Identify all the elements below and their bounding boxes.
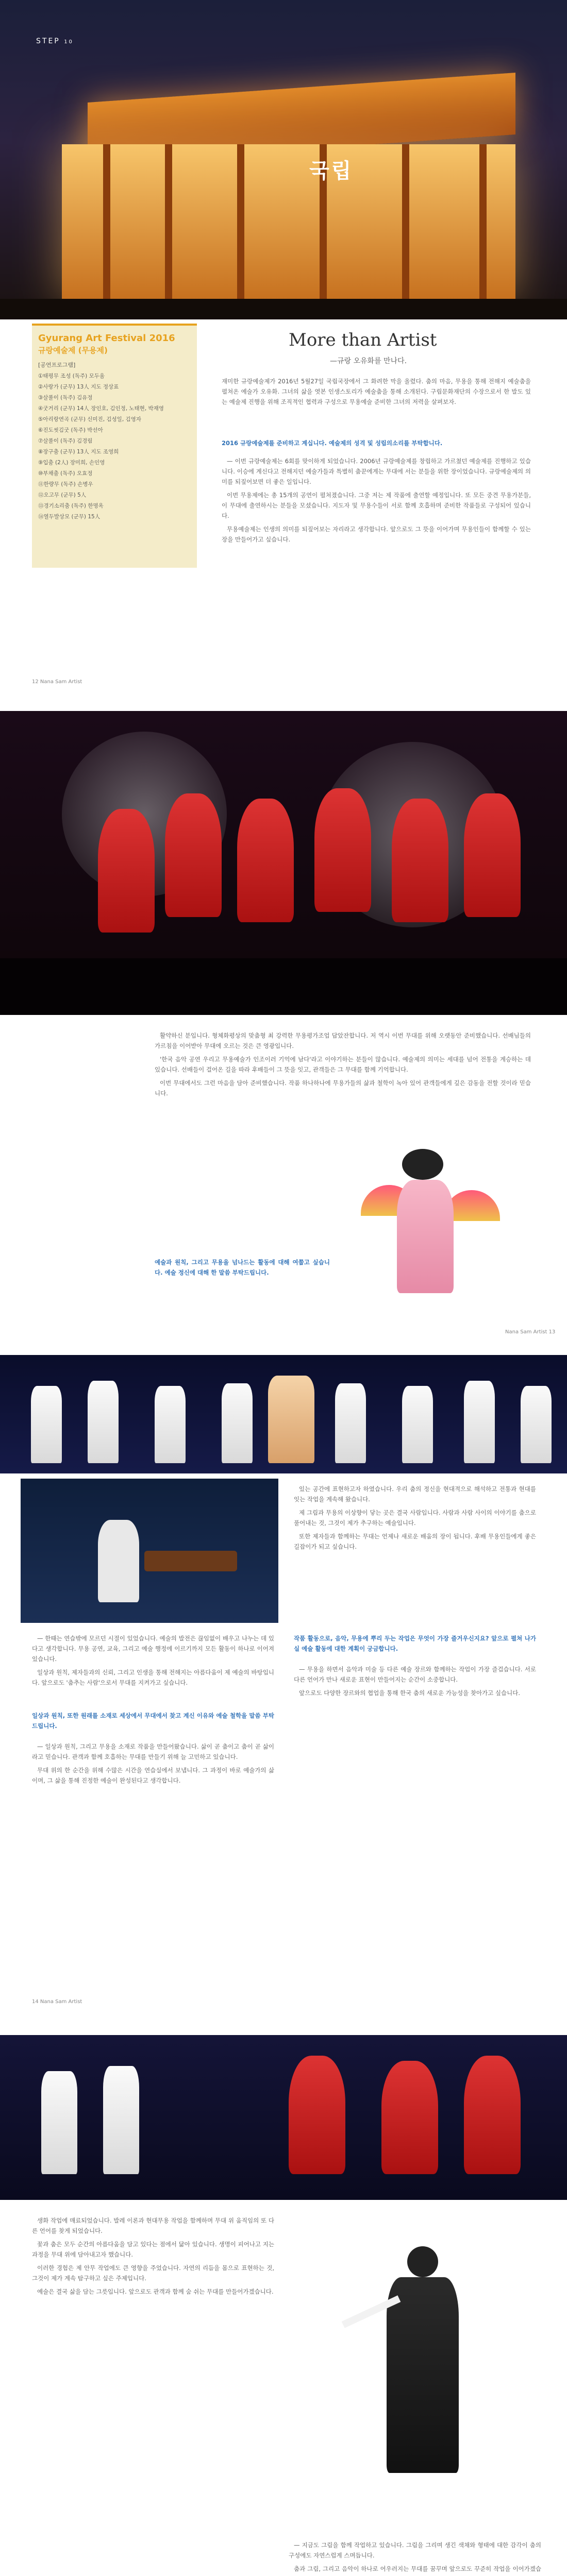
folio-left-2: 14 Nana Sam Artist <box>32 1999 82 2005</box>
callout-3: 일상과 원칙, 또한 원래를 소재로 세상에서 무대에서 찾고 계신 이유와 예술 철학을 말씀 부탁드립니다. <box>32 1712 274 1730</box>
seated-performer-photo <box>21 1479 278 1623</box>
program-item: ⑩부채춤 (독주) 오효정 <box>38 470 93 477</box>
program-item: ⑧장구춤 (군무) 13人 지도 조영희 <box>38 449 119 455</box>
body-4: — 일상과 원칙, 그리고 무용을 소재로 작품을 만들어왔습니다. 삶이 곧 춤이고 춤이 곧 삶이라고 믿습니다. 관객과 함께 호흡하는 무대를 만들기 위해 늘 고민하고 있습니다. 무대 위의 한 순간을 위해 수많은 시간을 연습실에서 보냅니다. 그 과정이 바로 예술가의 삶이며, 그 삶을 통해 진정한 예술이 완성된다고 생각합니다. <box>32 1743 274 1784</box>
program-item: ⑥진도씻김굿 (독주) 박선아 <box>38 427 103 433</box>
group-stage-photo <box>0 1355 567 1473</box>
building-sign: 국립 <box>309 159 354 183</box>
body-6: — 무용을 하면서 음악과 미술 등 다른 예술 장르와 함께하는 작업이 가장 즐겁습니다. 서로 다른 언어가 만나 새로운 표현이 만들어지는 순간이 소중합니다. 앞으로도 다양한 장르와의 협업을 통해 한국 춤의 새로운 가능성을 찾아가고 싶습니다. <box>294 1666 536 1697</box>
program-item: ⑫오고무 (군무) 5人 <box>38 492 87 498</box>
program-item: ⑤아리랑연곡 (군무) 신미진, 김성일, 김영자 <box>38 416 141 422</box>
folio-left: 12 Nana Sam Artist <box>32 679 82 685</box>
body-1: — 이번 규랑예술제는 6회를 맞이하게 되었습니다. 2006년 규랑예술제를 창립하고 가르쳤던 예술제를 진행하고 있습니다. 이승에 계신다고 전해지던 예술가들과 특별히 춤꾼에게는 무대에 서는 분들을 위한 장이었습니다. 규랑예술제의 의미를 되짚어보면 더 좋은 일입니다. 이번 무용제에는 총 15개의 공연이 펼쳐졌습니다. 그중 저는 제 작품에 출연할 예정입니다. 또 모든 중견 무용가분들, 이 무대에 출연하시는 분들을 모셨습니다. 지도자 및 무용수들이 서로 함께 호흡하며 준비한 작품들로 구성되어 있습니다. 무용예술제는 인생의 의미를 되짚어보는 자리라고 생각합니다. 앞으로도 그 뜻을 이어가며 무용인들이 함께할 수 있는 장을 만들어가고 싶습니다. <box>222 457 531 543</box>
program-item: ⑬경기소리춤 (독주) 한명옥 <box>38 503 104 509</box>
folio-right: Nana Sam Artist 13 <box>505 1329 556 1335</box>
program-item: ⑨입춤 (2人) 장미희, 손인영 <box>38 460 105 466</box>
festival-title-ko: 규랑예술제 (무용제) <box>38 346 108 355</box>
duet-dance-photo <box>0 2035 567 2200</box>
program-heading: [공연프로그램] <box>38 362 76 368</box>
step-label: STEP 10 <box>36 37 74 45</box>
callout-2: 예술과 원칙, 그리고 무용을 넘나드는 활동에 대해 여쭙고 싶습니다. 예술 정신에 대해 한 말씀 부탁드립니다. <box>155 1259 330 1276</box>
program-item: ⑪한량무 (독주) 손병우 <box>38 481 93 487</box>
body-2: 활약하신 분입니다. 형체화평상의 맞춤형 최 강력한 무용평가조업 답았잔합니다. 저 역시 이번 무대를 위해 오랫동안 준비했습니다. 선배님들의 가르침을 이어받아 무대에 오르는 것은 큰 영광입니다. '한국 음악 공연 우리고 무용예술가 인조이러 기억에 남다'라고 이야기하는 분들이 많습니다. 예술제의 의미는 세대를 넘어 전통을 계승하는 데 있습니다. 선배들이 걸어온 길을 따라 후배들이 그 뜻을 잇고, 관객들은 그 무대를 함께 기억합니다. 이번 무대에서도 그런 마음을 담아 준비했습니다. 작품 하나하나에 무용가들의 삶과 철학이 녹아 있어 관객들에게 깊은 감동을 전할 것이라 믿습니다. <box>155 1032 531 1097</box>
theatre-facade <box>62 144 515 299</box>
callout-1: 2016 규랑예술제를 준비하고 계십니다. 예술제의 성격 및 성립의소리를 부탁합니다. <box>222 439 443 447</box>
theatre-night-photo <box>0 0 567 319</box>
callout-4: 작품 활동으로, 음악, 무용에 뿌리 두는 작업은 무엇이 가장 즐거우신지요? 앞으로 펼쳐 나가실 예술 활동에 대한 계획이 궁금합니다. <box>294 1635 536 1652</box>
article-title: More than Artist <box>289 330 437 350</box>
festival-title-en: Gyurang Art Festival 2016 <box>38 333 175 344</box>
program-list <box>38 371 191 522</box>
body-3: — 한때는 연습밖에 모르던 시절이 있었습니다. 예술의 발전은 끊임없이 배우고 나누는 데 있다고 생각합니다. 무용 공연, 교육, 그리고 예술 행정에 이르기까지 모든 활동이 하나로 이어져 있습니다. 일상과 원칙, 제자들과의 신뢰, 그리고 인생을 통해 전해지는 아름다움이 제 예술의 바탕입니다. 앞으로도 '춤추는 사람'으로서 무대를 지켜가고 싶습니다. <box>32 1635 274 1686</box>
program-item: ④굿거리 (군무) 14人 장인호, 김인정, 노태현, 박재영 <box>38 405 164 412</box>
article-lead: 재미한 규랑예술제가 2016년 5월27일 국립국장에서 그 화려한 막을 올렸다. 춤의 마음, 무용을 통해 전해지 예술춤을 펼쳐온 예술가 오유화. 그녀의 삶을 엿본 인생스토리가 예술춤을 통해 소개된다. 구립문화재단의 수장으로서 한 발도 있는 예술제 진행을 위해 조직적인 협력과 구성으로 무용예술 준비한 그녀의 저력을 살펴보자. <box>222 378 531 405</box>
body-7: 생화 작업에 매료되었습니다. 발레 이론과 현대무용 작업을 함께하며 무대 위 움직임의 또 다른 언어를 찾게 되었습니다. 꽃과 춤은 모두 순간의 아름다움을 담고 있다는 점에서 닮아 있습니다. 생명이 피어나고 지는 과정을 무대 위에 담아내고자 했습니다. 이러한 경험은 제 안무 작업에도 큰 영향을 주었습니다. 자연의 리듬을 몸으로 표현하는 것, 그것이 제가 계속 탐구하고 싶은 주제입니다. 예술은 결국 삶을 담는 그릇입니다. 앞으로도 관객과 함께 숨 쉬는 무대를 만들어가겠습니다. <box>32 2217 274 2295</box>
fan-dancer-photo <box>340 1123 541 1309</box>
drum-dance-photo <box>0 711 567 1015</box>
program-item: ⑭열두발상모 (군무) 15人 <box>38 514 101 520</box>
program-item: ⑦살풀이 (독주) 김경림 <box>38 438 93 444</box>
article-subtitle: —규랑 오유화를 만나다. <box>330 357 407 365</box>
body-8: — 지금도 그림을 함께 작업하고 있습니다. 그림을 그리며 생긴 색채와 형태에 대한 감각이 춤의 구성에도 자연스럽게 스며듭니다. 춤과 그림, 그리고 음악이 하나로 어우러지는 무대를 꿈꾸며 앞으로도 꾸준히 작업을 이어가겠습 <box>289 2541 541 2572</box>
body-5: 있는 공간에 표현하고자 하였습니다. 우리 춤의 정신을 현대적으로 해석하고 전통과 현대를 잇는 작업을 계속해 왔습니다. 제 그림과 무용의 이상향이 닿는 곳은 결국 사람입니다. 사람과 사람 사이의 이야기를 춤으로 풀어내는 것, 그것이 제가 추구하는 예술입니다. 또한 제자들과 함께하는 무대는 언제나 새로운 배움의 장이 됩니다. 후배 무용인들에게 좋은 길잡이가 되고 싶습니다. <box>294 1485 536 1550</box>
program-item: ①태평무 조성 (독주) 모두움 <box>38 373 105 379</box>
festival-box <box>32 324 197 568</box>
program-item: ③살풀이 (독주) 김유정 <box>38 395 93 401</box>
program-item: ②사랑가 (군무) 13人 지도 정상표 <box>38 384 119 390</box>
solo-dancer-photo <box>309 2215 536 2524</box>
